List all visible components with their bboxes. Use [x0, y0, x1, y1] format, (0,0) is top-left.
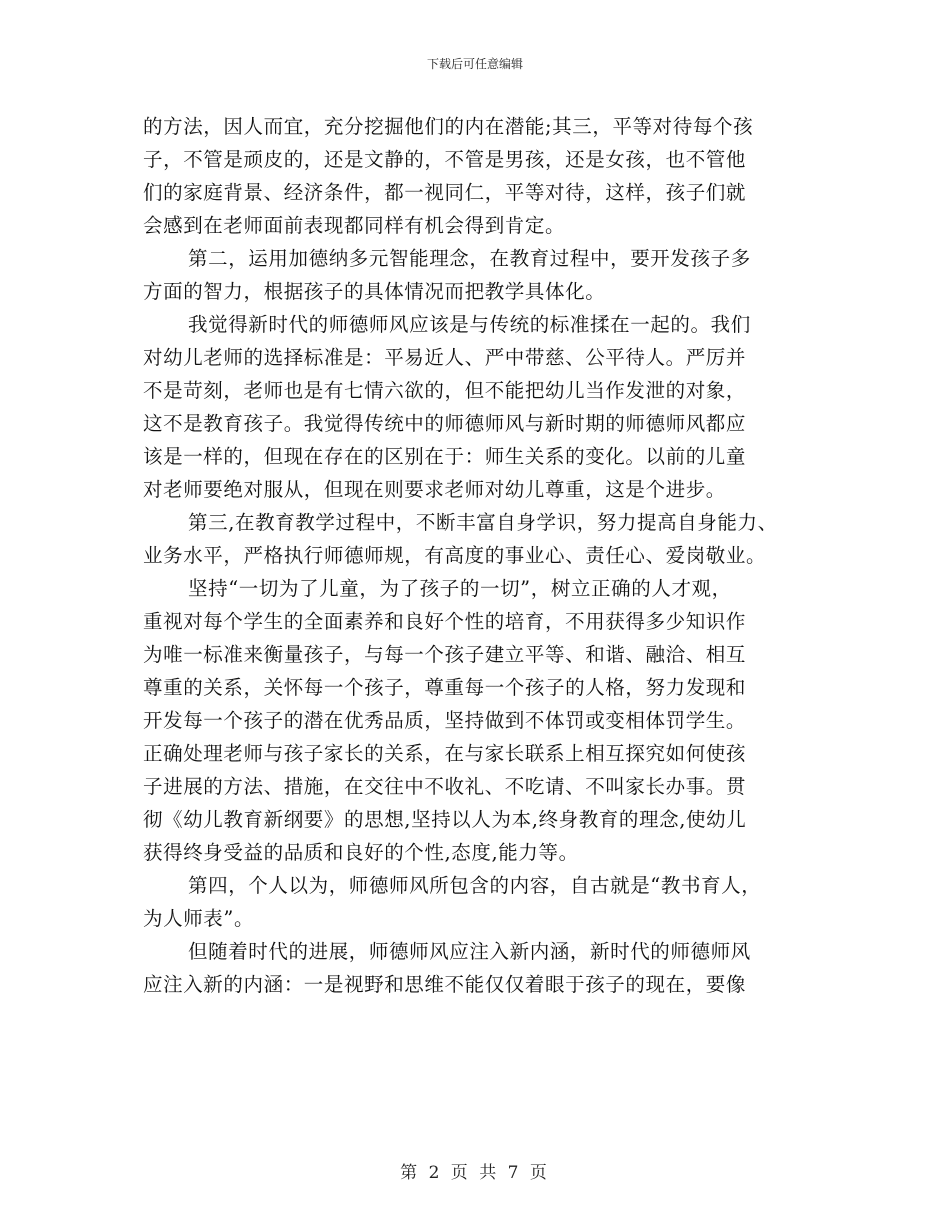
text-line: 子，不管是顽皮的，还是文静的，不管是男孩，还是女孩，也不管他	[143, 148, 747, 171]
text-line: 的方法，因人而宜，充分挖掘他们的内在潜能;其三，平等对待每个孩	[143, 115, 754, 138]
text-line: 第四，个人以为，师德师风所包含的内容，自古就是“教书育人，	[188, 874, 762, 897]
text-line: 开发每一个孩子的潜在优秀品质，坚持做到不体罚或变相体罚学生。	[143, 709, 747, 732]
text-line: 对幼儿老师的选择标准是：平易近人、严中带慈、公平待人。严厉并	[143, 346, 747, 369]
text-line: 为唯一标准来衡量孩子，与每一个孩子建立平等、和谐、融洽、相互	[143, 643, 747, 666]
text-line: 们的家庭背景、经济条件，都一视同仁，平等对待，这样，孩子们就	[143, 181, 747, 204]
text-line: 应注入新的内涵：一是视野和思维不能仅仅着眼于孩子的现在，要像	[143, 973, 747, 996]
text-line: 方面的智力，根据孩子的具体情况而把教学具体化。	[143, 280, 606, 303]
text-line: 子进展的方法、措施，在交往中不收礼、不吃请、不叫家长办事。贯	[143, 775, 747, 798]
text-line: 重视对每个学生的全面素养和良好个性的培育，不用获得多少知识作	[143, 610, 747, 633]
text-line: 我觉得新时代的师德师风应该是与传统的标准揉在一起的。我们	[188, 313, 751, 336]
text-line: 第三,在教育教学过程中，不断丰富自身学识，努力提高自身能力、	[188, 511, 778, 534]
page-header-note: 下载后可任意编辑	[426, 57, 523, 71]
text-line: 第二，运用加德纳多元智能理念，在教育过程中，要开发孩子多	[188, 247, 751, 270]
page-number-footer: 第 2 页 共 7 页	[400, 1163, 550, 1183]
text-line: 对老师要绝对服从，但现在则要求老师对幼儿尊重，这是个进步。	[143, 478, 726, 501]
text-line: 彻《幼儿教育新纲要》的思想,坚持以人为本,终身教育的理念,使幼儿	[143, 808, 747, 831]
text-line: 该是一样的，但现在存在的区别在于：师生关系的变化。以前的儿童	[143, 445, 747, 468]
text-line: 业务水平，严格执行师德师规，有高度的事业心、责任心、爱岗敬业。	[143, 544, 767, 567]
text-line: 为人师表”。	[143, 907, 255, 930]
text-line: 这不是教育孩子。我觉得传统中的师德师风与新时期的师德师风都应	[143, 412, 747, 435]
text-line: 坚持“一切为了儿童，为了孩子的一切”，树立正确的人才观，	[188, 577, 732, 600]
text-line: 获得终身受益的品质和良好的个性,态度,能力等。	[143, 841, 579, 864]
text-line: 不是苛刻，老师也是有七情六欲的，但不能把幼儿当作发泄的对象，	[143, 379, 747, 402]
text-line: 但随着时代的进展，师德师风应注入新内涵，新时代的师德师风	[188, 940, 751, 963]
text-line: 尊重的关系，关怀每一个孩子，尊重每一个孩子的人格，努力发现和	[143, 676, 747, 699]
text-line: 正确处理老师与孩子家长的关系，在与家长联系上相互探究如何使孩	[143, 742, 747, 765]
text-line: 会感到在老师面前表现都同样有机会得到肯定。	[143, 214, 566, 237]
document-body	[143, 110, 823, 1001]
